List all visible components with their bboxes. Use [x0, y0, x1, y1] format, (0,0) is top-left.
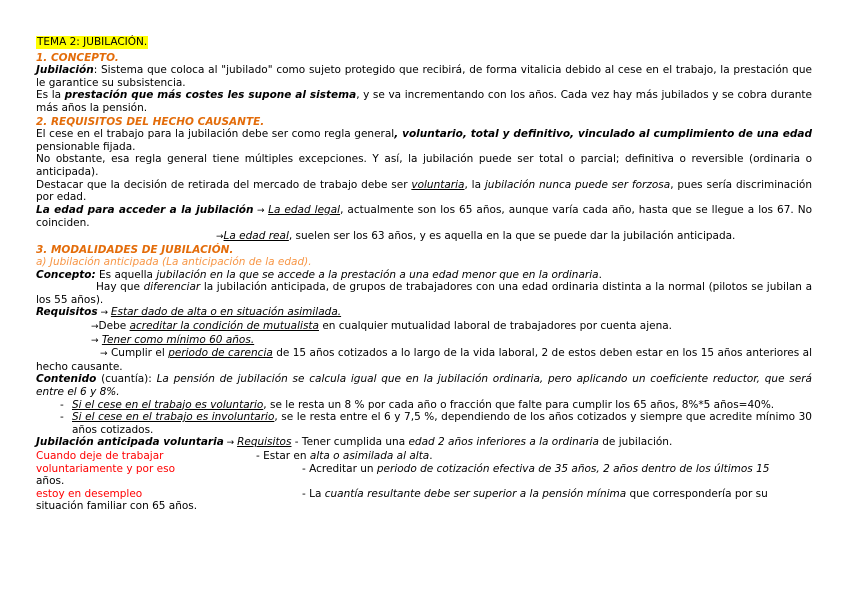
paragraph-diferenciar: Hay que diferenciar la jubilación anticipada, de grupos de trabajadores con una edad ordinaria distinta a la normal (pilotos se jubilan a los 55 años). — [36, 281, 813, 306]
voluntaria-row-1: Cuando deje de trabajar - Estar en alta o asimilada al alta. — [36, 450, 433, 462]
red-note: Cuando deje de trabajar — [36, 450, 164, 462]
paragraph-excepciones: No obstante, esa regla general tiene múltiples excepciones. Y así, la jubilación puede ser total o parcial; definitiva o reversible (ordinaria o anticipada). — [36, 153, 812, 178]
list-item: - Si el cese en el trabajo es involuntario, se le resta entre el 6 y 7,5 %, dependiendo de los años cotizados y siempre que acredite mínimo 30 años cotizados. — [36, 411, 812, 436]
paragraph-anticipada-voluntaria: Jubilación anticipada voluntaria → Requisitos - Tener cumplida una edad 2 años inferiores a la ordinaria de jubilación. — [36, 436, 673, 449]
arrow-right-icon: → — [100, 349, 108, 360]
arrow-right-icon: → — [97, 308, 111, 319]
paragraph-concepto: Concepto: Es aquella jubilación en la que se accede a la prestación a una edad menor que en la ordinaria. — [36, 268, 602, 281]
requisito-carencia: → Cumplir el periodo de carencia de 15 años cotizados a lo largo de la vida laboral, 2 de estos deben estar en los 15 años anteriores al hecho causante. — [36, 347, 813, 373]
arrow-right-icon: → — [91, 322, 99, 333]
coeficientes-list — [36, 399, 812, 437]
voluntaria-row-3-cont: situación familiar con 65 años. — [36, 500, 198, 513]
requisitos-line: Requisitos → Estar dado de alta o en situación asimilada. — [36, 306, 342, 319]
arrow-right-icon: → — [253, 205, 269, 216]
arrow-right-icon: → — [216, 231, 224, 242]
voluntaria-row-3: estoy en desempleo - La cuantía resultante debe ser superior a la pensión mínima que correspondería por su — [36, 487, 768, 500]
document-page — [36, 36, 812, 513]
section-heading-concepto: 1. CONCEPTO. — [36, 51, 119, 64]
document-title: TEMA 2: JUBILACIÓN. — [37, 36, 148, 48]
paragraph-costes: Es la prestación que más costes les supone al sistema, y se va incrementando con los años. Cada vez hay más jubilados y se cobra durante más años la pensión. — [36, 89, 812, 114]
subsection-heading-anticipada: a) Jubilación anticipada (La anticipación de la edad). — [36, 256, 312, 269]
requisito-edad: → Tener como mínimo 60 años. — [91, 333, 255, 346]
paragraph-contenido: Contenido (cuantía): La pensión de jubilación se calcula igual que en la jubilación ordinaria, pero aplicando un coeficiente reductor, que será entre el 6 y 8%. — [36, 373, 812, 399]
section-heading-requisitos: 2. REQUISITOS DEL HECHO CAUSANTE. — [36, 115, 265, 128]
requisito-mutualista: →Debe acreditar la condición de mutualista en cualquier mutualidad laboral de trabajadores por cuenta ajena. — [91, 320, 673, 333]
voluntaria-row-2: voluntariamente y por eso - Acreditar un periodo de cotización efectiva de 35 años, 2 años dentro de los últimos 15 — [36, 462, 770, 475]
arrow-right-icon: → — [223, 438, 238, 449]
paragraph-edad-legal: La edad para acceder a la jubilación → La edad legal, actualmente son los 65 años, aunque varía cada año, hasta que se llegue a los 67. No coinciden. — [36, 203, 813, 230]
red-note: estoy en desempleo — [36, 487, 143, 500]
paragraph-voluntaria: Destacar que la decisión de retirada del mercado de trabajo debe ser voluntaria, la jubilación nunca puede ser forzosa, pues sería discriminación por edad. — [36, 178, 813, 204]
paragraph-definicion: Jubilación: Sistema que coloca al "jubilado" como sujeto protegido que recibirá, de forma vitalicia debido al cese en el trabajo, la prestación que le garantice su subsistencia. — [36, 64, 812, 89]
voluntaria-row-2-cont: años. — [36, 475, 65, 488]
paragraph-cese: El cese en el trabajo para la jubilación debe ser como regla general, voluntario, total y definitivo, vinculado al cumplimiento de una edad pensionable fijada. — [36, 128, 812, 153]
arrow-right-icon: → — [91, 335, 99, 346]
paragraph-edad-real: →La edad real, suelen ser los 63 años, y es aquella en la que se puede dar la jubilación anticipada. — [216, 229, 736, 242]
section-heading-modalidades: 3. MODALIDADES DE JUBILACIÓN. — [36, 243, 234, 256]
red-note: voluntariamente y por eso — [36, 462, 175, 475]
list-item: - Si el cese en el trabajo es voluntario, se le resta un 8 % por cada año o fracción que falte para cumplir los 65 años, 8%*5 años=40%. — [36, 399, 812, 412]
